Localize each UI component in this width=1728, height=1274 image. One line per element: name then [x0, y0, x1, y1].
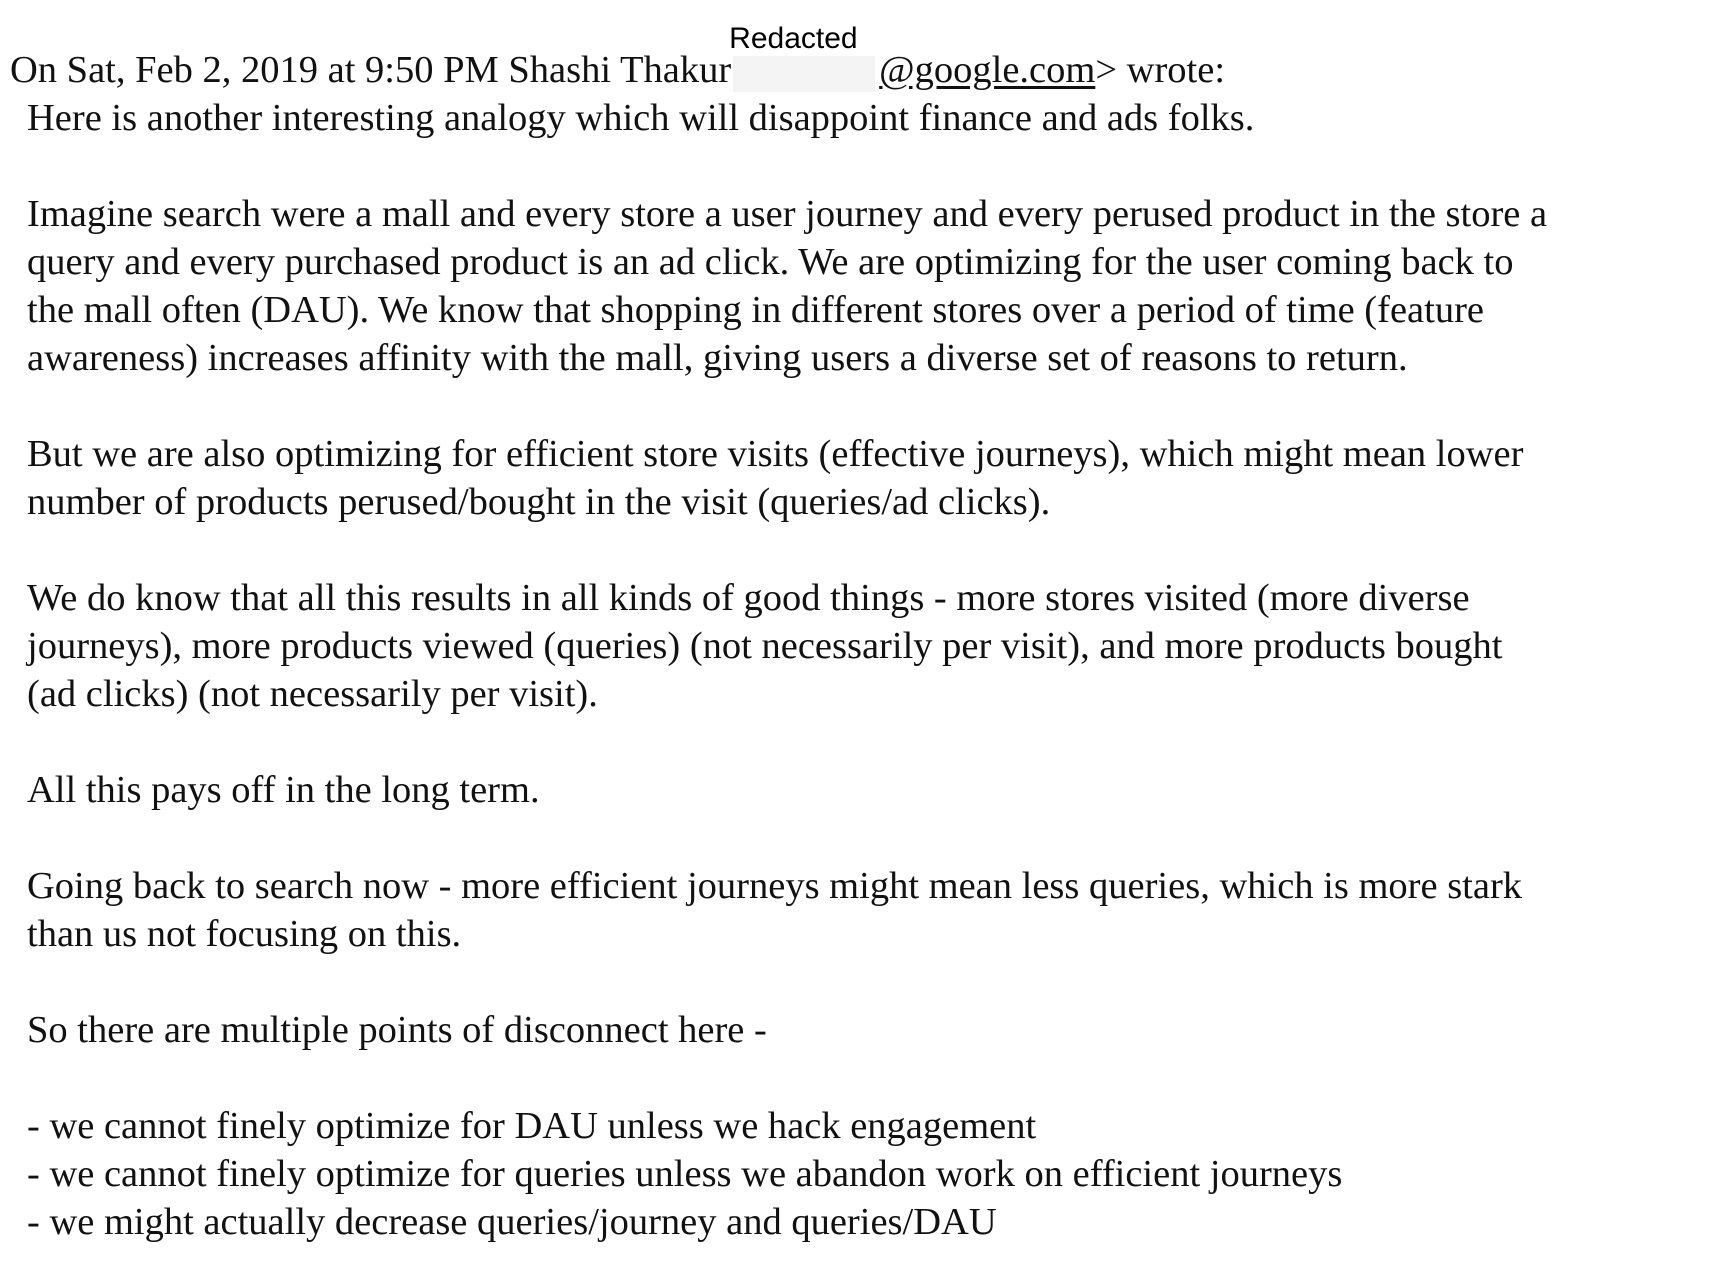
redacted-block: [729, 22, 879, 92]
header-suffix: > wrote:: [1095, 49, 1226, 91]
text-line: Imagine search were a mall and every store a user journey and every perused product in the store a: [27, 193, 1548, 235]
text-line: But we are also optimizing for efficient store visits (effective journeys), which might mean lower: [27, 433, 1524, 475]
text-line: awareness) increases affinity with the mall, giving users a diverse set of reasons to return.: [27, 337, 1408, 379]
paragraph-efficient-visits: [27, 430, 1707, 526]
disconnect-list: [27, 1102, 1707, 1246]
text-line: than us not focusing on this.: [27, 913, 462, 955]
text-line: the mall often (DAU). We know that shopping in different stores over a period of time (feature: [27, 289, 1484, 331]
paragraph-good-things: [27, 574, 1707, 718]
text-line: query and every purchased product is an ad click. We are optimizing for the user coming back to: [27, 241, 1514, 283]
paragraph-long-term: [27, 766, 1707, 814]
list-item: - we cannot finely optimize for queries unless we abandon work on efficient journeys: [27, 1153, 1343, 1195]
text-line: So there are multiple points of disconnect here -: [27, 1009, 767, 1051]
text-line: Going back to search now - more efficient journeys might mean less queries, which is more stark: [27, 865, 1523, 907]
redaction-box: [733, 56, 875, 92]
email-address-link[interactable]: @google.com: [879, 49, 1096, 91]
paragraph-intro: [27, 94, 1707, 142]
text-line: number of products perused/bought in the visit (queries/ad clicks).: [27, 481, 1051, 523]
text-line: Here is another interesting analogy which will disappoint finance and ads folks.: [27, 97, 1255, 139]
text-line: We do know that all this results in all kinds of good things - more stores visited (more diverse: [27, 577, 1470, 619]
list-item: - we might actually decrease queries/journey and queries/DAU: [27, 1201, 997, 1243]
text-line: journeys), more products viewed (queries) (not necessarily per visit), and more products bought: [27, 625, 1503, 667]
email-body: [27, 94, 1707, 1246]
redacted-label: Redacted: [729, 22, 858, 55]
text-line: (ad clicks) (not necessarily per visit).: [27, 673, 598, 715]
paragraph-back-to-search: [27, 862, 1707, 958]
list-item: - we cannot finely optimize for DAU unless we hack engagement: [27, 1105, 1037, 1147]
paragraph-mall-analogy: [27, 190, 1707, 382]
paragraph-disconnect: [27, 1006, 1707, 1054]
email-quote-header: [10, 22, 1226, 94]
text-line: All this pays off in the long term.: [27, 769, 540, 811]
header-prefix: On Sat, Feb 2, 2019 at 9:50 PM Shashi Thakur: [10, 49, 732, 91]
